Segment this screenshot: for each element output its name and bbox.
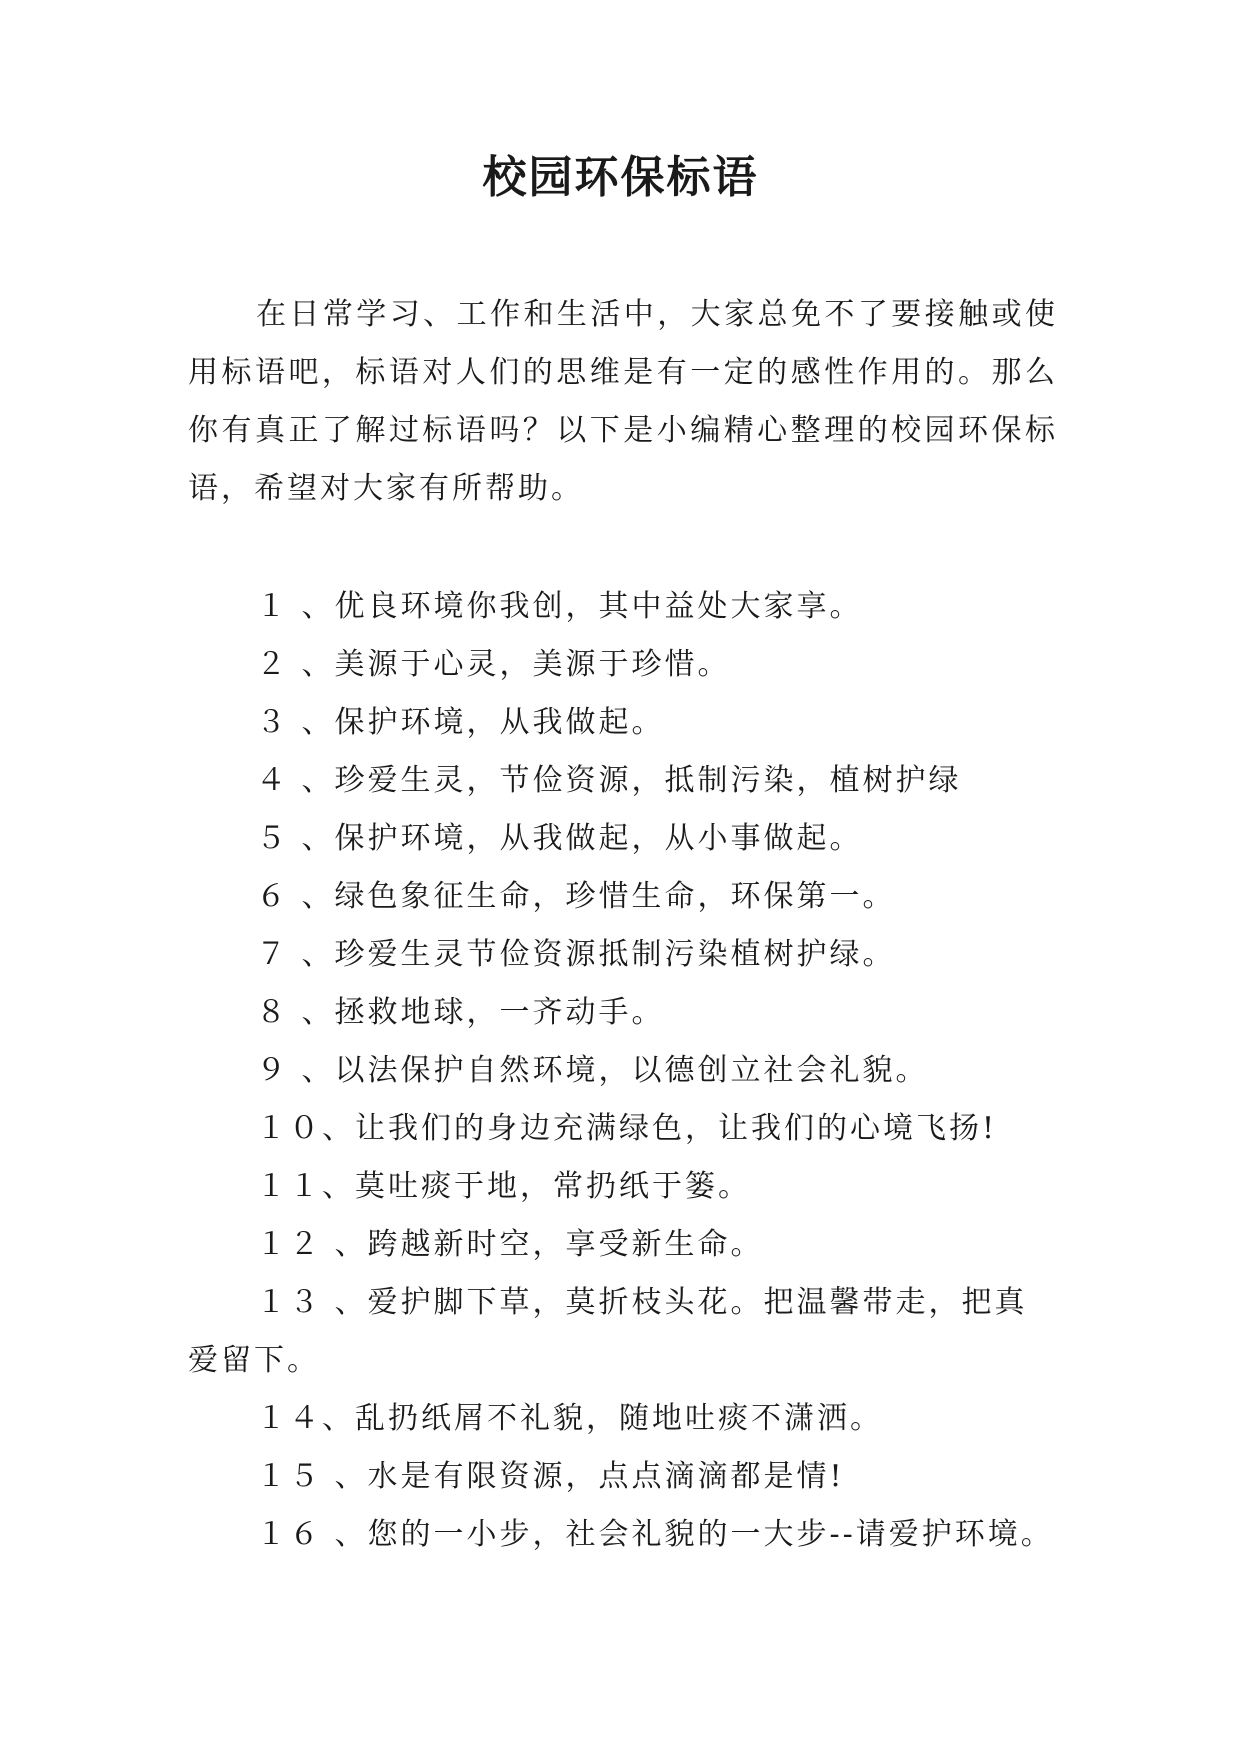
slogan-item-11: １１、莫吐痰于地，常扔纸于篓。	[256, 1169, 751, 1204]
slogan-item-1: １ 、优良环境你我创，其中益处大家享。	[256, 589, 863, 624]
slogan-item-8: ８ 、拯救地球，一齐动手。	[256, 995, 665, 1030]
slogan-item-13: １３ 、爱护脚下草，莫折枝头花。把温馨带走，把真爱留下。	[188, 1285, 1028, 1378]
slogan-item-7: ７ 、珍爱生灵节俭资源抵制污染植树护绿。	[256, 937, 896, 972]
slogan-item-9: ９ 、以法保护自然环境，以德创立社会礼貌。	[256, 1053, 929, 1088]
slogan-item-4: ４ 、珍爱生灵，节俭资源，抵制污染，植树护绿	[256, 763, 962, 798]
slogan-item-6: ６ 、绿色象征生命，珍惜生命，环保第一。	[256, 879, 896, 914]
slogan-item-12: １２ 、跨越新时空，享受新生命。	[256, 1227, 764, 1262]
slogan-item-10: １０、让我们的身边充满绿色，让我们的心境飞扬!	[256, 1111, 998, 1146]
slogan-item-2: ２ 、美源于心灵，美源于珍惜。	[256, 647, 731, 682]
slogan-item-5: ５ 、保护环境，从我做起，从小事做起。	[256, 821, 863, 856]
slogan-item-3: ３ 、保护环境，从我做起。	[256, 705, 665, 740]
slogan-item-14: １４、乱扔纸屑不礼貌，随地吐痰不潇洒。	[256, 1401, 883, 1436]
slogan-list	[188, 578, 1068, 1564]
slogan-item-15: １５ 、水是有限资源，点点滴滴都是情!	[256, 1459, 845, 1494]
slogan-item-16: １６ 、您的一小步，社会礼貌的一大步--请爱护环境。	[256, 1517, 1054, 1552]
document-title: 校园环保标语	[482, 152, 759, 203]
intro-paragraph: 在日常学习、工作和生活中，大家总免不了要接触或使用标语吧，标语对人们的思维是有一定的感性作用的。那么你有真正了解过标语吗？以下是小编精心整理的校园环保标语，希望对大家有所帮助。	[188, 297, 1058, 506]
